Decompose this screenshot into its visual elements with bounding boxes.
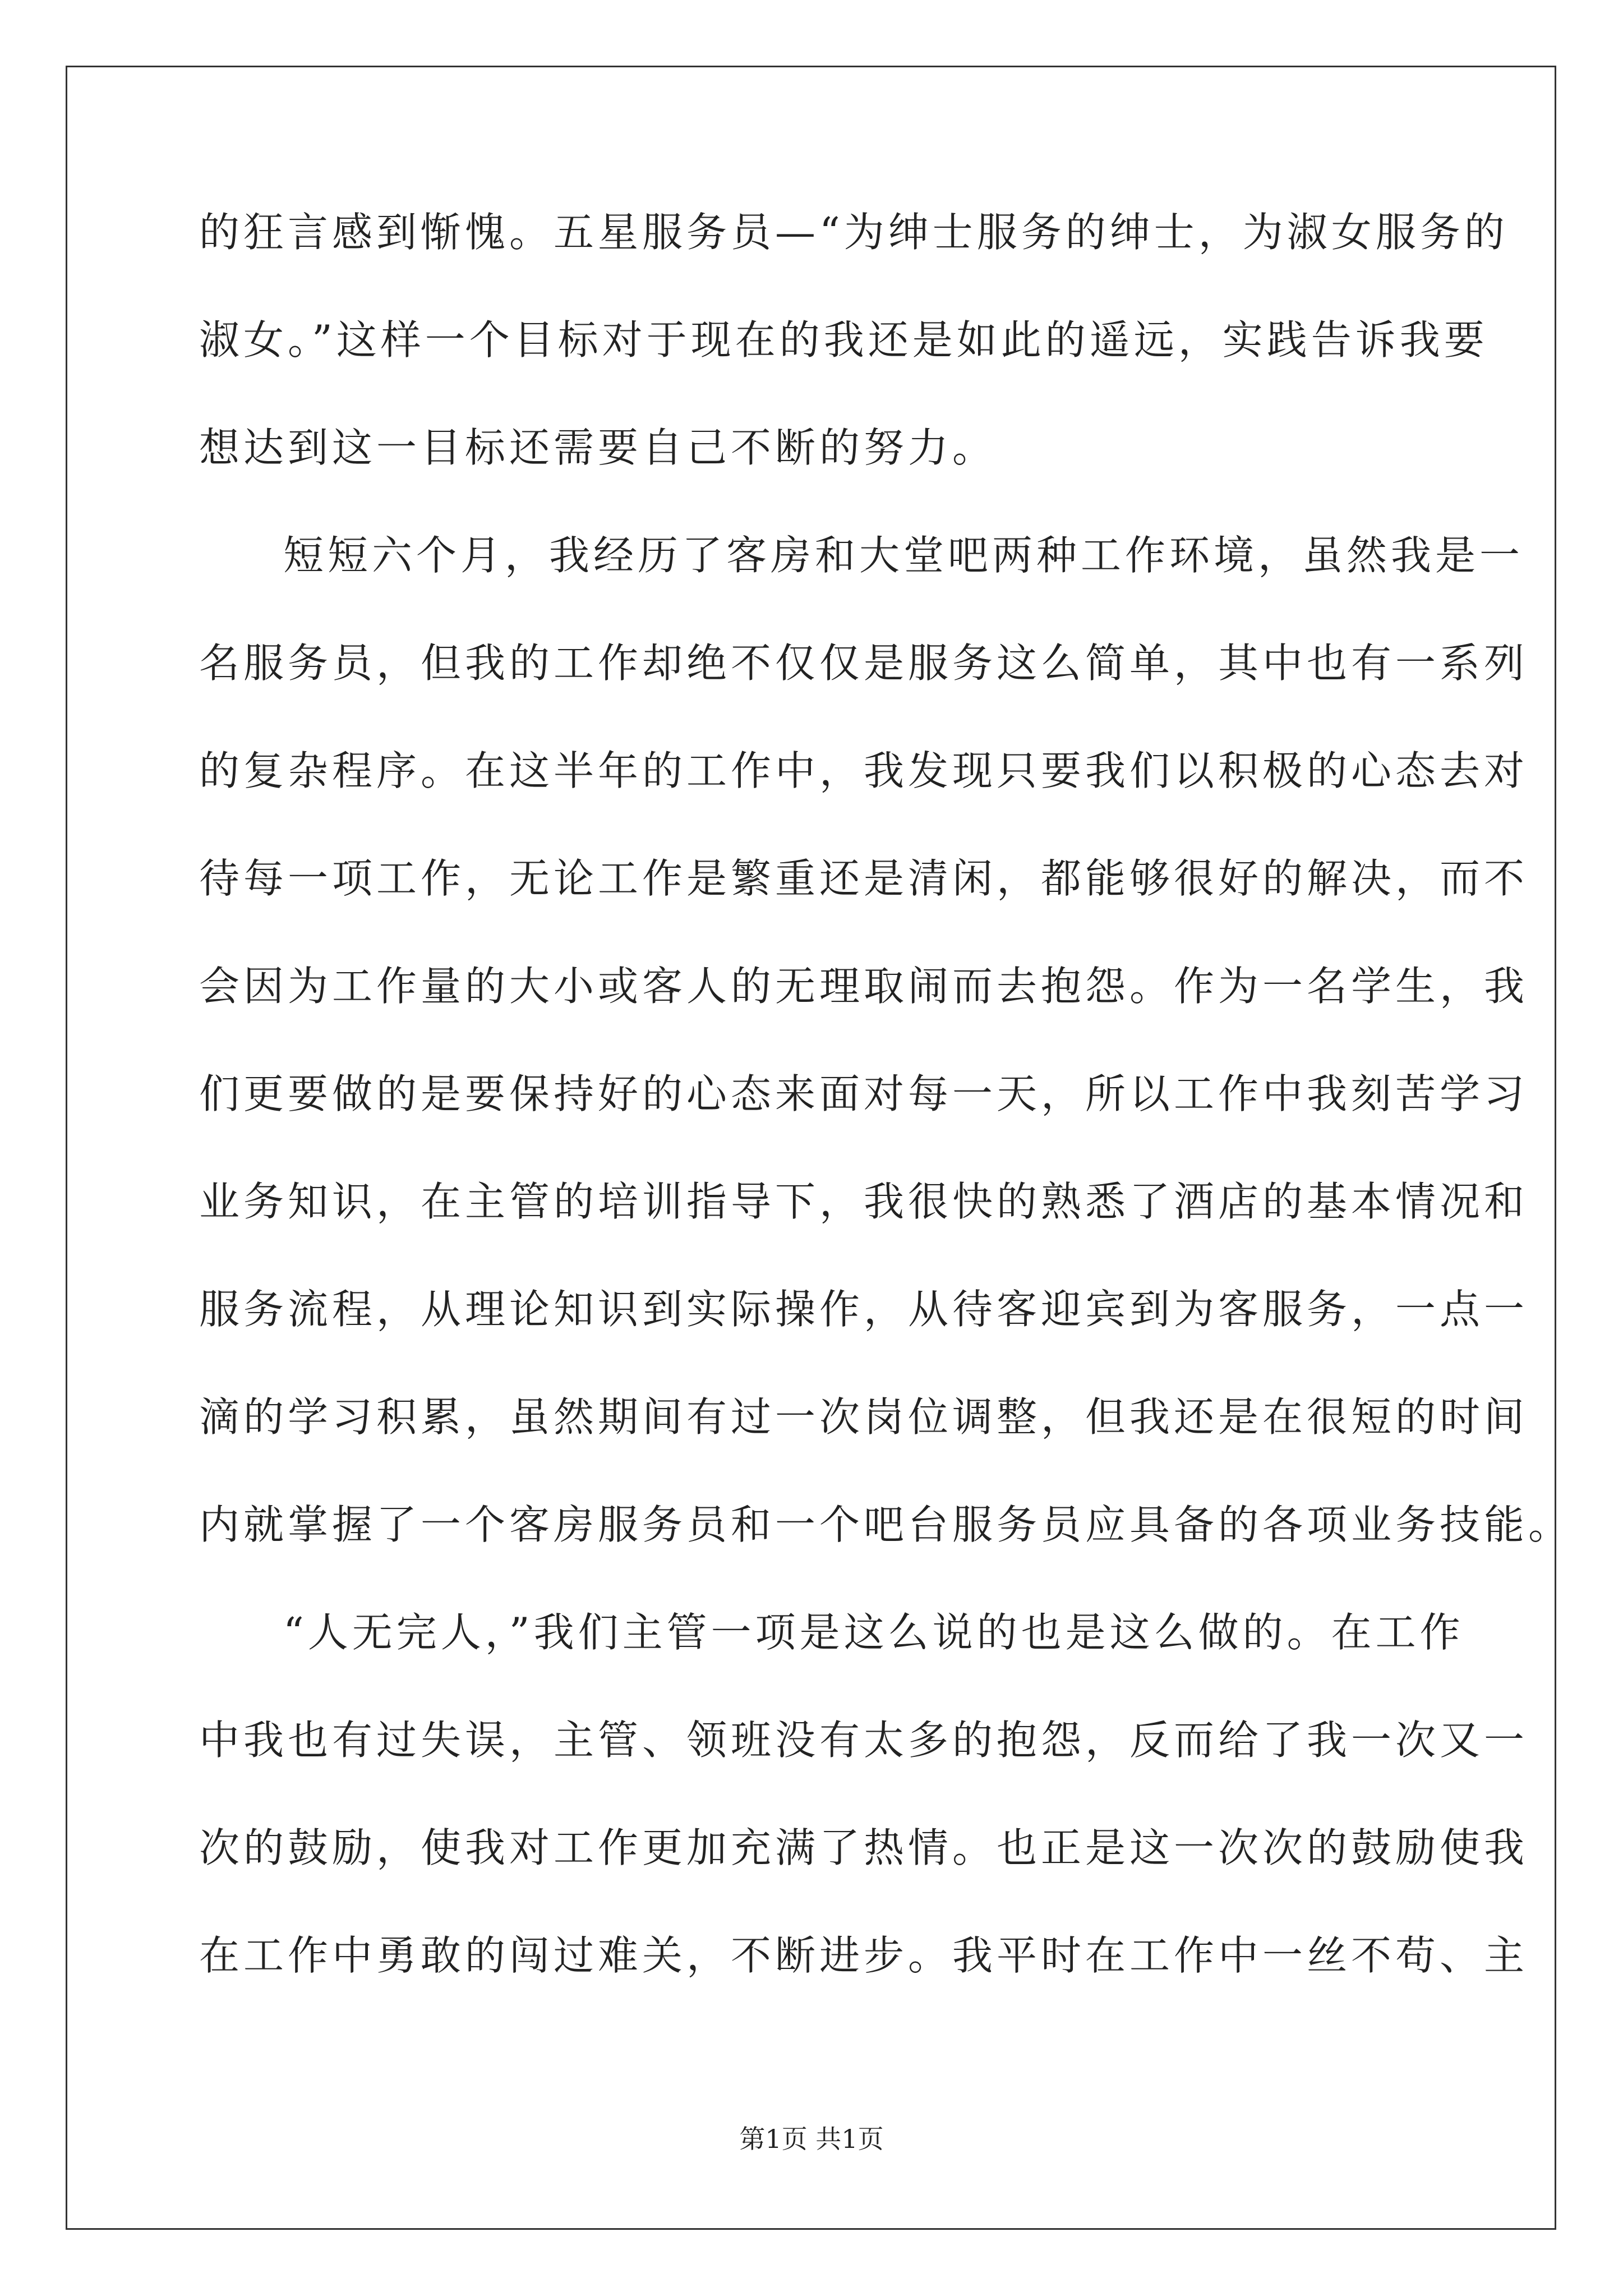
body-line: 想达到这一目标还需要自己不断的努力。	[199, 424, 997, 471]
page-number-footer: 第1页 共1页	[739, 2124, 884, 2154]
body-line: 内就掌握了一个客房服务员和一个吧台服务员应具备的各项业务技能。	[199, 1501, 1573, 1548]
document-body	[199, 209, 1573, 2043]
body-line: 次的鼓励，使我对工作更加充满了热情。也正是这一次次的鼓励使我	[199, 1824, 1529, 1871]
paragraph-first-line: 短短六个月，我经历了客房和大堂吧两种工作环境，虽然我是一	[283, 532, 1524, 579]
body-line: 名服务员，但我的工作却绝不仅仅是服务这么简单，其中也有一系列	[199, 639, 1529, 687]
paragraph-first-line: “人无完人，”我们主管一项是这么说的也是这么做的。在工作	[283, 1609, 1464, 1656]
body-line: 待每一项工作，无论工作是繁重还是清闲，都能够很好的解决，而不	[199, 855, 1529, 902]
body-line: 在工作中勇敢的闯过难关，不断进步。我平时在工作中一丝不苟、主	[199, 1932, 1529, 1979]
body-line: 的复杂程序。在这半年的工作中，我发现只要我们以积极的心态去对	[199, 747, 1529, 794]
body-line: 们更要做的是要保持好的心态来面对每一天，所以工作中我刻苦学习	[199, 1070, 1529, 1117]
body-line: 滴的学习积累，虽然期间有过一次岗位调整，但我还是在很短的时间	[199, 1393, 1529, 1441]
body-line: 服务流程，从理论知识到实际操作，从待客迎宾到为客服务，一点一	[199, 1286, 1529, 1333]
body-line: 中我也有过失误，主管、领班没有太多的抱怨，反而给了我一次又一	[199, 1717, 1529, 1764]
body-line: 业务知识，在主管的培训指导下，我很快的熟悉了酒店的基本情况和	[199, 1178, 1529, 1225]
body-line: 会因为工作量的大小或客人的无理取闹而去抱怨。作为一名学生，我	[199, 963, 1529, 1010]
body-line: 的狂言感到惭愧。五星服务员—“为绅士服务的绅士，为淑女服务的	[199, 209, 1509, 256]
body-line: 淑女。”这样一个目标对于现在的我还是如此的遥远，实践告诉我要	[199, 316, 1488, 364]
